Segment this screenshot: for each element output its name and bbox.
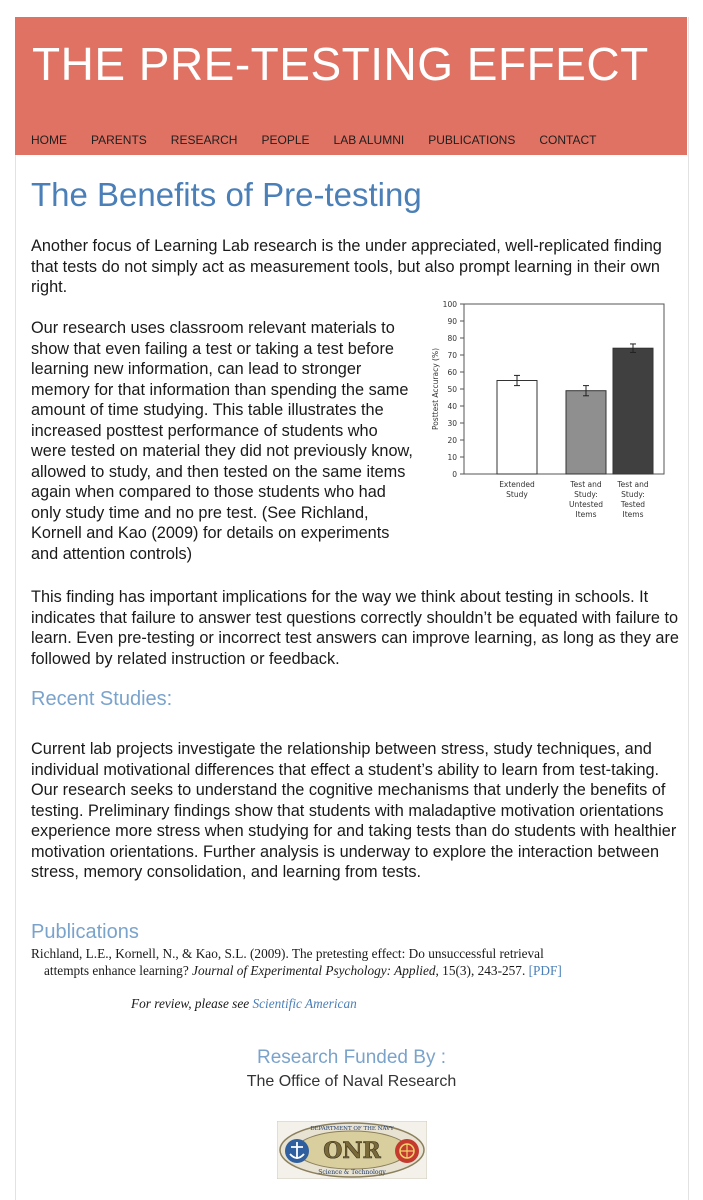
posttest-accuracy-chart: [424, 296, 674, 536]
main-nav: [31, 133, 620, 147]
y-axis-label: Posttest Accuracy (%): [431, 347, 440, 431]
bar: [566, 391, 606, 474]
category-label: Tested: [620, 500, 646, 509]
category-label: Test and: [617, 480, 649, 489]
logo-center-text: ONR: [323, 1138, 381, 1164]
nav-lab-alumni[interactable]: LAB ALUMNI: [333, 133, 405, 147]
pdf-link[interactable]: [PDF]: [528, 963, 562, 978]
funded-by-heading: Research Funded By :: [256, 1047, 447, 1068]
nav-publications[interactable]: PUBLICATIONS: [428, 133, 516, 147]
funding-organization: The Office of Naval Research: [246, 1073, 457, 1090]
y-tick-label: 10: [447, 453, 457, 462]
y-tick-label: 90: [447, 317, 457, 326]
y-tick-label: 40: [447, 402, 457, 411]
category-label: Items: [622, 510, 644, 519]
y-tick-label: 100: [442, 300, 457, 309]
citation-details: , 15(3), 243-257.: [435, 963, 529, 978]
scientific-american-link[interactable]: Scientific American: [252, 996, 357, 1011]
citation-journal: Journal of Experimental Psychology: Applied: [192, 963, 436, 978]
category-label: Test and: [570, 480, 602, 489]
category-label: Extended: [499, 480, 535, 489]
nav-contact[interactable]: CONTACT: [539, 133, 597, 147]
category-label: Study:: [574, 490, 598, 499]
nav-people[interactable]: PEOPLE: [261, 133, 310, 147]
page-title: The Benefits of Pre-testing: [31, 176, 422, 213]
globe-icon: [395, 1139, 419, 1163]
citation-authors-title: Richland, L.E., Kornell, N., & Kao, S.L. (2009). The pretesting effect: Do unsuccessful retrieval: [31, 946, 544, 961]
bar: [497, 381, 537, 475]
site-header: [15, 17, 687, 155]
citation-cont-start: attempts enhance learning?: [44, 963, 193, 978]
y-tick-label: 80: [447, 334, 457, 343]
recent-studies-paragraph: Current lab projects investigate the relationship between stress, study techniques, and individual motivational differences that effect a student’s ability to learn from test-taking. Our research seeks to understand the cognitive mechanisms that underly the benefits of testing. Preliminary findings show that students with maladaptive motivation orientations experience more stress when studying for and taking tests than do students with healthier motivation orientations. Further analysis is underway to explore the interaction between stress, memory consolidation, and learning from tests.: [31, 740, 677, 881]
y-tick-label: 70: [447, 351, 457, 360]
y-tick-label: 30: [447, 419, 457, 428]
recent-studies-heading: Recent Studies:: [31, 688, 173, 710]
logo-top-text: DEPARTMENT OF THE NAVY: [310, 1126, 394, 1132]
y-tick-label: 60: [447, 368, 457, 377]
y-tick-label: 50: [447, 385, 457, 394]
anchor-icon: [285, 1139, 309, 1163]
category-label: Study: [506, 490, 528, 499]
nav-home[interactable]: HOME: [31, 133, 67, 147]
y-tick-label: 0: [452, 470, 457, 479]
review-note: [131, 996, 357, 1012]
research-paragraph: Our research uses classroom relevant materials to show that even failing a test or taking a test before learning new information, can lead to stronger memory for that information than spending the same amount of time studying. This table illustrates the increased posttest performance of students who were tested on material they did not previously know, allowed to study, and then tested on the same items again when compared to those students who had only study time and no pre test. (See Richland, Kornell and Kao (2009) for details on experiments and attention controls): [31, 319, 413, 563]
publications-heading: Publications: [31, 921, 139, 943]
bar: [613, 348, 653, 474]
nav-research[interactable]: RESEARCH: [170, 133, 238, 147]
site-title[interactable]: THE PRE-TESTING EFFECT: [32, 38, 649, 90]
publication-citation: [31, 945, 671, 979]
intro-paragraph: Another focus of Learning Lab research is the under appreciated, well-replicated finding that tests do not simply act as measurement tools, but also prompt learning in their own right.: [31, 237, 662, 296]
implications-paragraph: This finding has important implications for the way we think about testing in schools. It indicates that failure to answer test questions correctly shouldn’t be equated with failure to learn. Even pre-testing or incorrect test answers can improve learning, as long as they are followed by related instruction or feedback.: [31, 588, 679, 668]
onr-logo: [277, 1121, 427, 1179]
category-label: Untested: [568, 500, 604, 509]
category-label: Items: [575, 510, 597, 519]
review-prefix: For review, please see: [131, 996, 253, 1011]
nav-parents[interactable]: PARENTS: [91, 133, 147, 147]
logo-bottom-text: Science & Technology: [318, 1169, 386, 1176]
citation-continued: [31, 962, 671, 979]
y-tick-label: 20: [447, 436, 457, 445]
category-label: Study:: [621, 490, 645, 499]
